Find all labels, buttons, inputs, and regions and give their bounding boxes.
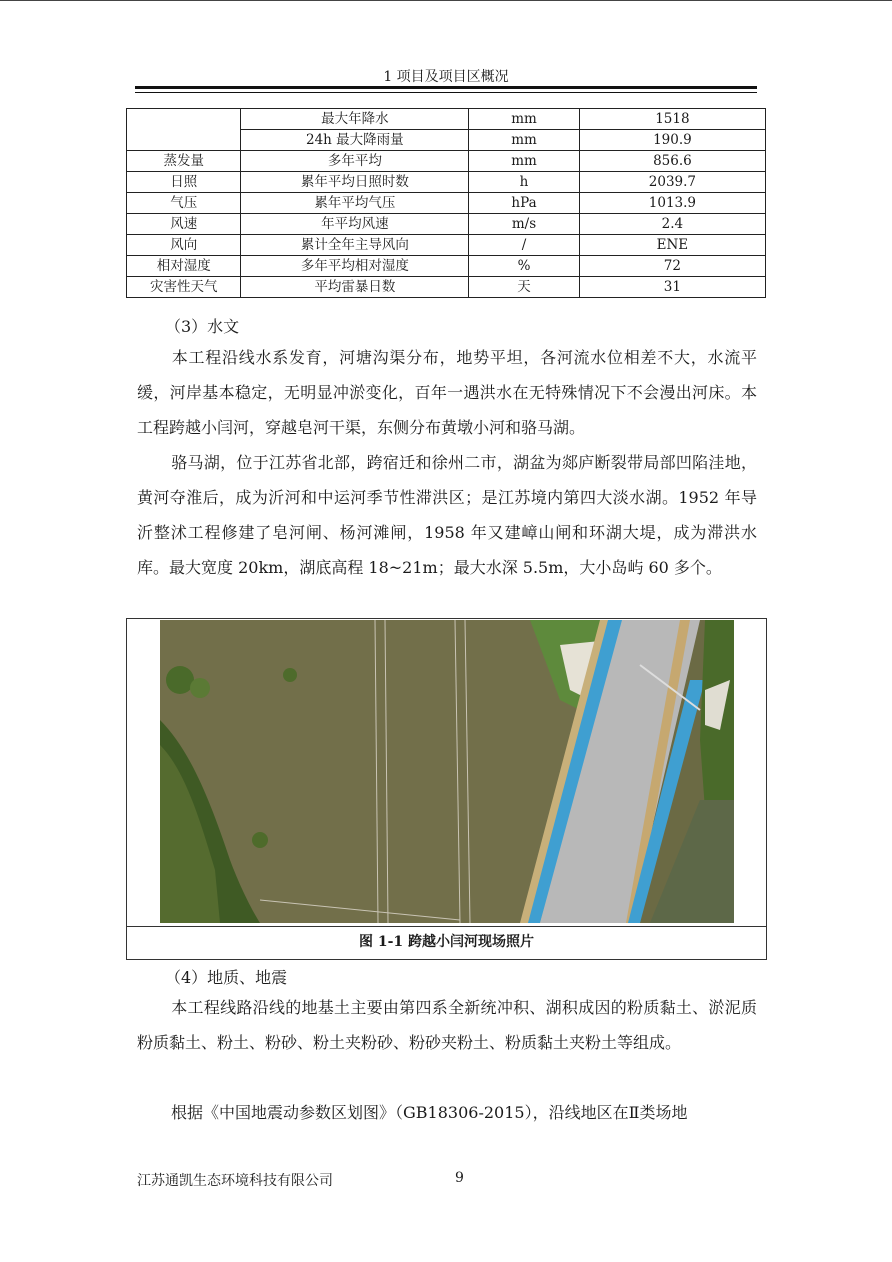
figure-caption: 图 1-1 跨越小闫河现场照片 (358, 934, 535, 950)
table-cell: h (469, 172, 580, 193)
footer-company: 江苏通凯生态环境科技有限公司 (137, 1173, 333, 1189)
table-row (127, 109, 766, 130)
table-row (127, 256, 766, 277)
table-cell: mm (469, 130, 580, 151)
table-row (127, 172, 766, 193)
header-rule-thick (135, 86, 757, 89)
table-cell: 72 (579, 256, 765, 277)
table-row (127, 151, 766, 172)
table-row (127, 235, 766, 256)
table-cell: 蒸发量 (127, 151, 241, 172)
table-row (127, 193, 766, 214)
table-cell: 多年平均 (241, 151, 469, 172)
section-heading-geology: （4）地质、地震 (165, 968, 288, 987)
table-cell: % (469, 256, 580, 277)
table-cell: 856.6 (579, 151, 765, 172)
climate-table (126, 108, 766, 298)
table-cell: 累年平均日照时数 (241, 172, 469, 193)
table-cell: 多年平均相对湿度 (241, 256, 469, 277)
paragraph: 本工程线路沿线的地基土主要由第四系全新统冲积、湖积成因的粉质黏土、淤泥质粉质黏土、粉土、粉砂、粉土夹粉砂、粉砂夹粉土、粉质黏土夹粉土等组成。 (137, 998, 757, 1052)
table-cell: 平均雷暴日数 (241, 277, 469, 298)
table-cell: 累计全年主导风向 (241, 235, 469, 256)
table-cell: 年平均风速 (241, 214, 469, 235)
table-row (127, 277, 766, 298)
table-cell: hPa (469, 193, 580, 214)
caption-divider (127, 926, 766, 927)
table-row (127, 214, 766, 235)
table-cell: 日照 (127, 172, 241, 193)
table-cell: mm (469, 109, 580, 130)
page-number: 9 (455, 1170, 464, 1186)
paragraph: 根据《中国地震动参数区划图》（GB18306-2015），沿线地区在Ⅱ类场地 (171, 1103, 688, 1122)
section-heading-hydrology: （3）水文 (165, 317, 240, 336)
table-cell: 1013.9 (579, 193, 765, 214)
table-cell: 天 (469, 277, 580, 298)
running-header: 1 项目及项目区概况 (383, 69, 509, 85)
table-cell: 2.4 (579, 214, 765, 235)
table-cell: ENE (579, 235, 765, 256)
table-cell: 风速 (127, 214, 241, 235)
table-cell: / (469, 235, 580, 256)
table-cell: 气压 (127, 193, 241, 214)
top-border (0, 0, 892, 1)
table-cell: 1518 (579, 109, 765, 130)
table-cell: 2039.7 (579, 172, 765, 193)
table-cell: mm (469, 151, 580, 172)
table-cell: 24h 最大降雨量 (241, 130, 469, 151)
table-cell: 31 (579, 277, 765, 298)
table-cell: 累年平均气压 (241, 193, 469, 214)
paragraph: 本工程沿线水系发育，河塘沟渠分布，地势平坦，各河流水位相差不大，水流平缓，河岸基本稳定，无明显冲淤变化，百年一遇洪水在无特殊情况下不会漫出河床。本工程跨越小闫河，穿越皂河干渠，东侧分布黄墩小河和骆马湖。 (137, 348, 757, 437)
table-cell: 相对湿度 (127, 256, 241, 277)
table-cell (127, 109, 241, 151)
table-cell: 190.9 (579, 130, 765, 151)
header-rule-thin (135, 92, 757, 93)
table-cell: m/s (469, 214, 580, 235)
table-cell: 灾害性天气 (127, 277, 241, 298)
figure (126, 618, 767, 960)
table-cell: 最大年降水 (241, 109, 469, 130)
bridge-photo (160, 620, 734, 923)
table-cell: 风向 (127, 235, 241, 256)
paragraph: 骆马湖，位于江苏省北部，跨宿迁和徐州二市，湖盆为郯庐断裂带局部凹陷洼地，黄河夺淮后，成为沂河和中运河季节性滞洪区；是江苏境内第四大淡水湖。1952 年导沂整沭工程修建了皂河闸、杨河滩闸，1958 年又建嶂山闸和环湖大堤，成为滞洪水库。最大宽度 20km，湖底高程 18~21m；最大水深 5.5m，大小岛屿 60 多个。 (137, 453, 757, 577)
